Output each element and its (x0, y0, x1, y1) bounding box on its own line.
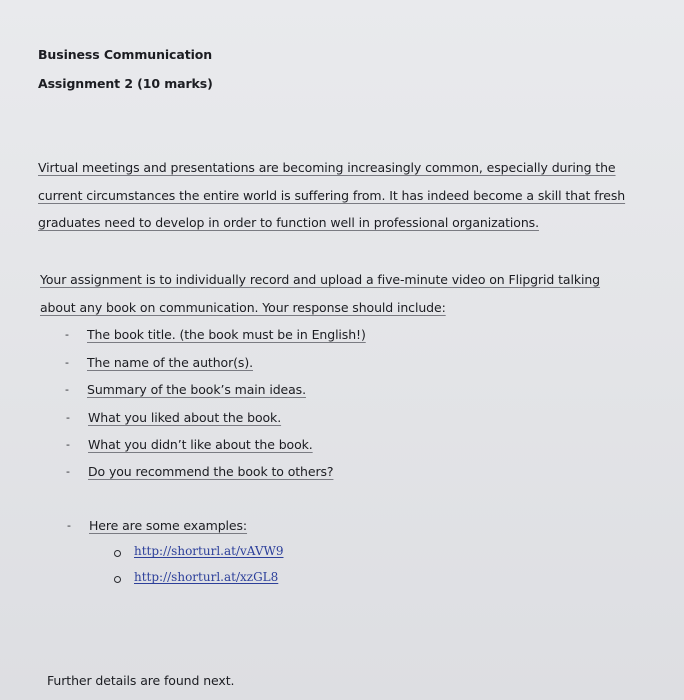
dash-bullet-icon: - (66, 411, 70, 424)
intro-line: Virtual meetings and presentations are becoming increasingly common, especially during the (38, 160, 616, 175)
dash-bullet-icon: - (66, 465, 70, 478)
task-line: about any book on communication. Your response should include: (40, 300, 446, 315)
requirement-item: The book title. (the book must be in English!) (87, 327, 366, 342)
intro-line: current circumstances the entire world is suffering from. It has indeed become a skill that fresh (38, 188, 626, 203)
dash-bullet-icon: - (66, 438, 70, 451)
requirement-item: Summary of the book’s main ideas. (87, 382, 306, 397)
requirement-item: The name of the author(s). (87, 355, 253, 370)
course-title: Business Communication (38, 47, 213, 62)
dash-bullet-icon: - (65, 383, 69, 396)
circle-bullet-icon (114, 576, 121, 583)
circle-bullet-icon (114, 550, 121, 557)
dash-bullet-icon: - (65, 356, 69, 369)
requirement-item: What you liked about the book. (88, 410, 282, 425)
requirement-item: Do you recommend the book to others? (88, 464, 334, 479)
example-link[interactable]: http://shorturl.at/xzGL8 (134, 570, 279, 584)
example-link[interactable]: http://shorturl.at/vAVW9 (134, 544, 284, 558)
dash-bullet-icon: - (65, 328, 69, 341)
dash-bullet-icon: - (67, 519, 71, 532)
examples-label: Here are some examples: (89, 518, 248, 533)
task-line: Your assignment is to individually record and upload a five-minute video on Flipgrid talking (40, 272, 601, 287)
assignment-title: Assignment 2 (10 marks) (38, 76, 213, 91)
requirement-item: What you didn’t like about the book. (88, 437, 313, 452)
intro-line: graduates need to develop in order to function well in professional organizations. (38, 215, 539, 230)
footer-note: Further details are found next. (47, 673, 235, 688)
